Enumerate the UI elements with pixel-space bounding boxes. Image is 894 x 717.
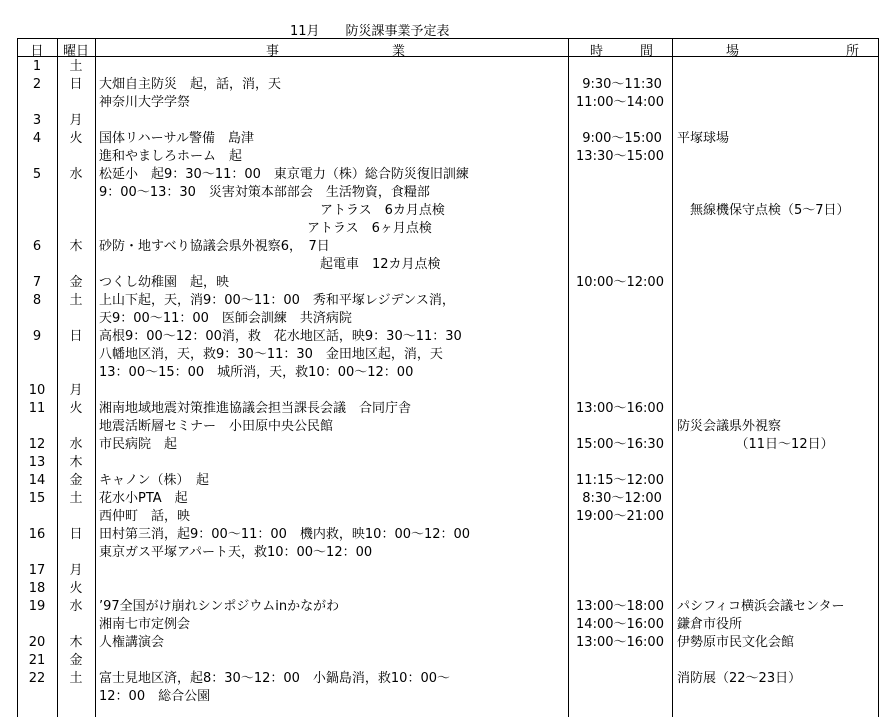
time-cell	[568, 328, 672, 346]
time-cell	[568, 310, 672, 328]
weekday-cell: 水	[69, 437, 83, 452]
weekday-cell: 土	[69, 671, 83, 686]
weekday-cell: 木	[69, 239, 83, 254]
weekday-cell: 日	[69, 329, 83, 344]
time-cell	[568, 292, 672, 310]
weekday-cell: 月	[69, 383, 83, 398]
event-cell: 湘南地域地震対策推進協議会担当課長会議 合同庁舎	[99, 401, 412, 416]
weekday-cell	[57, 94, 95, 112]
day-cell	[17, 688, 57, 706]
event-cell: 13：00～15：00 城所消，天，救10：00～12：00	[99, 365, 414, 380]
place-cell: （11日～12日）	[677, 437, 834, 452]
event-cell: 湘南七市定例会	[99, 617, 191, 632]
weekday-cell: 土	[69, 491, 83, 506]
event-cell: 人権講演会	[99, 635, 165, 650]
day-cell: 16	[28, 527, 46, 542]
event-cell: 花水小PTA 起	[99, 491, 188, 506]
event-cell: 天9：00～11：00 医師会訓練 共済病院	[99, 311, 352, 326]
time-cell: 15:00～16:30	[576, 437, 664, 452]
day-cell: 4	[32, 131, 42, 146]
time-cell	[568, 238, 672, 256]
time-cell	[568, 346, 672, 364]
weekday-cell: 月	[69, 113, 83, 128]
weekday-cell: 木	[69, 635, 83, 650]
time-cell	[568, 220, 672, 238]
event-cell: 市民病院 起	[99, 437, 178, 452]
weekday-cell	[57, 544, 95, 562]
time-cell: 9:00～15:00	[578, 131, 662, 146]
weekday-cell	[57, 202, 95, 220]
day-cell	[17, 418, 57, 436]
event-cell: アトラス 6ヶ月点検	[99, 221, 432, 236]
event-cell: 西仲町 話，映	[99, 509, 191, 524]
time-cell	[568, 562, 672, 580]
event-cell: 神奈川大学学祭	[99, 95, 191, 110]
weekday-cell: 日	[69, 77, 83, 92]
day-cell: 1	[32, 59, 42, 74]
header-event-1: 事	[266, 44, 280, 59]
event-cell: 松延小 起9：30～11：00 東京電力（株）総合防災復旧訓練	[99, 167, 469, 182]
time-cell	[568, 688, 672, 706]
event-cell: 富士見地区済，起8：30～12：00 小鍋島消，救10：00～	[99, 671, 450, 686]
time-cell: 10:00～12:00	[576, 275, 664, 290]
day-cell: 3	[32, 113, 42, 128]
event-cell: ’97全国がけ崩れシンポジウムinかながわ	[99, 599, 340, 614]
event-cell: 地震活断層セミナー 小田原中央公民館	[99, 419, 334, 434]
day-cell: 13	[28, 455, 46, 470]
day-cell	[17, 220, 57, 238]
weekday-cell	[57, 256, 95, 274]
time-cell: 13:00～16:00	[576, 401, 664, 416]
time-cell	[568, 184, 672, 202]
day-cell: 5	[32, 167, 42, 182]
header-time-2: 間	[640, 44, 654, 59]
table-top-border	[17, 38, 879, 39]
day-cell	[17, 184, 57, 202]
time-cell: 11:00～14:00	[576, 95, 664, 110]
weekday-cell	[57, 148, 95, 166]
day-cell: 8	[32, 293, 42, 308]
place-cell: パシフィコ横浜会議センター	[677, 599, 845, 614]
day-cell	[17, 310, 57, 328]
event-cell: 上山下起，天，消9：00～11：00 秀和平塚レジデンス消，	[99, 293, 455, 308]
event-cell: アトラス 6カ月点検	[99, 203, 445, 218]
time-cell	[568, 202, 672, 220]
time-cell: 14:00～16:00	[576, 617, 664, 632]
place-cell: 伊勢原市民文化会館	[677, 635, 795, 650]
weekday-cell	[57, 184, 95, 202]
weekday-cell: 土	[69, 293, 83, 308]
day-cell: 21	[28, 653, 46, 668]
weekday-cell: 水	[69, 599, 83, 614]
event-cell: 大畑自主防災 起，話，消，天	[99, 77, 282, 92]
time-cell	[568, 544, 672, 562]
day-cell: 22	[28, 671, 46, 686]
time-cell: 11:15～12:00	[576, 473, 664, 488]
header-place-1: 場	[726, 44, 740, 59]
day-cell	[17, 256, 57, 274]
weekday-cell: 金	[69, 473, 83, 488]
weekday-cell	[57, 508, 95, 526]
event-cell: 9：00～13：30 災害対策本部部会 生活物資，食糧部	[99, 185, 430, 200]
day-cell: 15	[28, 491, 46, 506]
day-cell	[17, 94, 57, 112]
weekday-cell: 水	[69, 167, 83, 182]
time-cell	[568, 526, 672, 544]
day-cell: 2	[32, 77, 42, 92]
place-cell: 防災会議県外視察	[677, 419, 782, 434]
header-weekday: 曜日	[62, 44, 89, 59]
place-cell: 無線機保守点検（5～7日）	[677, 203, 850, 218]
weekday-cell: 火	[69, 401, 83, 416]
weekday-cell	[57, 310, 95, 328]
header-time-1: 時	[590, 44, 604, 59]
time-cell	[568, 166, 672, 184]
event-cell: 東京ガス平塚アパート天，救10：00～12：00	[99, 545, 373, 560]
weekday-cell: 木	[69, 455, 83, 470]
header-bottom-border	[17, 56, 879, 57]
weekday-cell: 火	[69, 131, 83, 146]
time-cell	[568, 364, 672, 382]
day-cell: 20	[28, 635, 46, 650]
weekday-cell: 日	[69, 527, 83, 542]
time-cell	[568, 382, 672, 400]
day-cell: 17	[28, 563, 46, 578]
weekday-cell	[57, 220, 95, 238]
event-cell: 田村第三消，起9：00～11：00 機内救，映10：00～12：00	[99, 527, 471, 542]
day-cell	[17, 202, 57, 220]
weekday-cell: 金	[69, 653, 83, 668]
time-cell	[568, 112, 672, 130]
event-cell: 八幡地区消，天，救9：30～11：30 金田地区起，消，天	[99, 347, 443, 362]
day-cell	[17, 544, 57, 562]
time-cell: 13:30～15:00	[576, 149, 664, 164]
time-cell	[568, 58, 672, 76]
weekday-cell: 金	[69, 275, 83, 290]
weekday-cell	[57, 688, 95, 706]
weekday-cell: 土	[69, 59, 83, 74]
event-cell: キャノン（株） 起	[99, 473, 209, 488]
day-cell: 14	[28, 473, 46, 488]
day-cell: 19	[28, 599, 46, 614]
time-cell	[568, 418, 672, 436]
weekday-cell	[57, 346, 95, 364]
time-cell: 13:00～16:00	[576, 635, 664, 650]
weekday-cell	[57, 364, 95, 382]
col-divider-time	[672, 38, 673, 717]
time-cell	[568, 580, 672, 598]
day-cell	[17, 364, 57, 382]
time-cell: 8:30～12:00	[578, 491, 662, 506]
weekday-cell: 火	[69, 581, 83, 596]
time-cell: 13:00～18:00	[576, 599, 664, 614]
time-cell: 19:00～21:00	[576, 509, 664, 524]
time-cell	[568, 454, 672, 472]
day-cell	[17, 346, 57, 364]
header-place-2: 所	[846, 44, 860, 59]
header-event-2: 業	[392, 44, 406, 59]
day-cell: 9	[32, 329, 42, 344]
event-cell: 12：00 総合公園	[99, 689, 211, 704]
day-cell: 10	[28, 383, 46, 398]
col-divider-weekday	[95, 38, 96, 717]
place-cell: 平塚球場	[677, 131, 730, 146]
page-title: 11月 防災課事業予定表	[290, 24, 450, 39]
time-cell	[568, 256, 672, 274]
place-cell: 鎌倉市役所	[677, 617, 743, 632]
event-cell: 砂防・地すべり協議会県外視察6， 7日	[99, 239, 330, 254]
event-cell: つくし幼稚園 起，映	[99, 275, 230, 290]
event-cell: 国体リハーサル警備 島津	[99, 131, 254, 146]
day-cell: 6	[32, 239, 42, 254]
weekday-cell	[57, 418, 95, 436]
day-cell: 7	[32, 275, 42, 290]
time-cell	[568, 670, 672, 688]
day-cell	[17, 616, 57, 634]
event-cell: 高根9：00～12：00消，救 花水地区話，映9：30～11：30	[99, 329, 462, 344]
event-cell: 起電車 12カ月点検	[99, 257, 441, 272]
time-cell: 9:30～11:30	[578, 77, 662, 92]
weekday-cell: 月	[69, 563, 83, 578]
place-cell: 消防展（22～23日）	[677, 671, 802, 686]
day-cell: 18	[28, 581, 46, 596]
day-cell: 11	[28, 401, 46, 416]
day-cell	[17, 508, 57, 526]
header-day: 日	[30, 44, 44, 59]
day-cell: 12	[28, 437, 46, 452]
weekday-cell	[57, 616, 95, 634]
time-cell	[568, 652, 672, 670]
day-cell	[17, 148, 57, 166]
event-cell: 進和やましろホーム 起	[99, 149, 243, 164]
